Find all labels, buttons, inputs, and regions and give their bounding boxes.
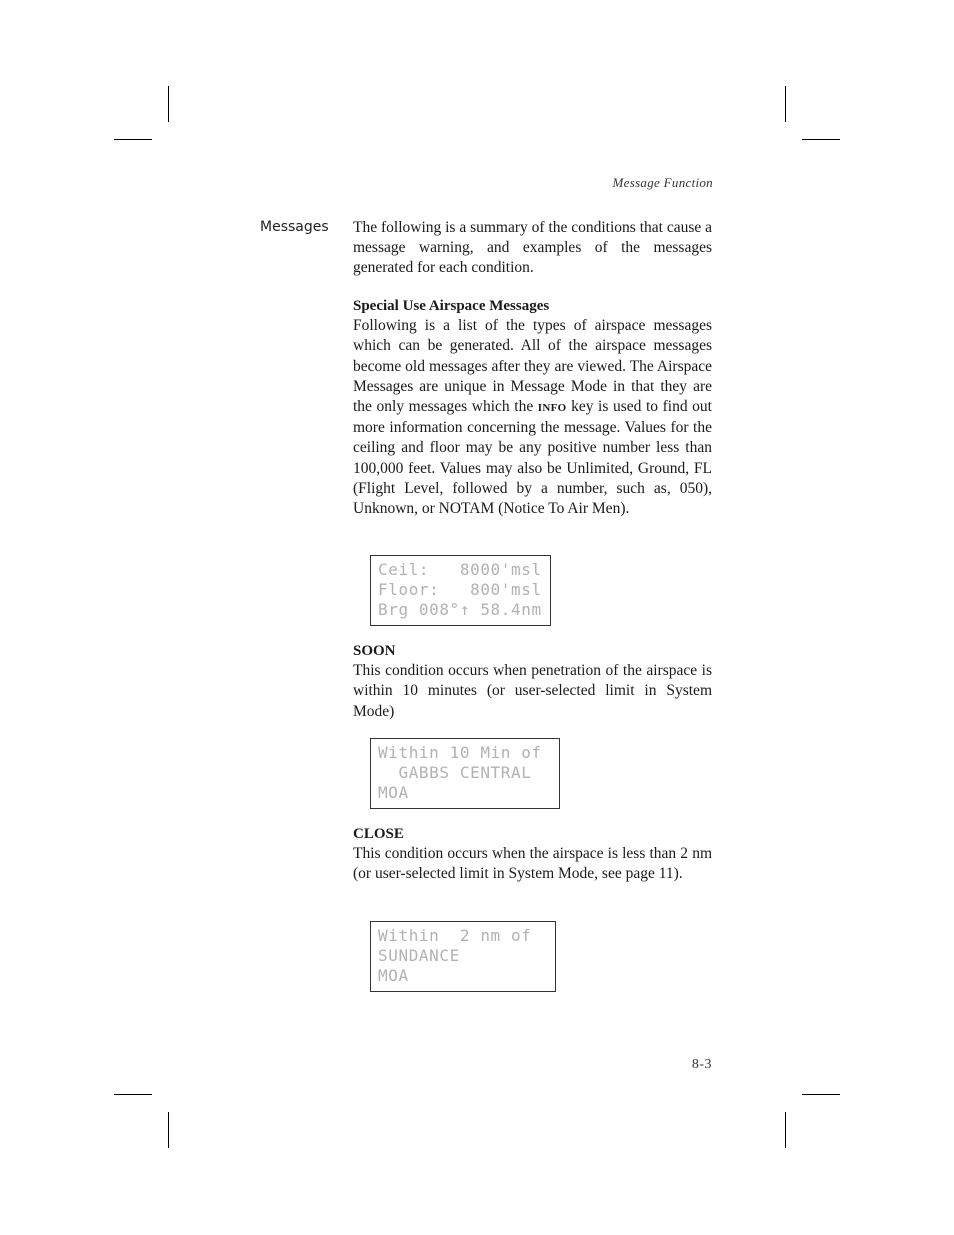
special-use-body-end: key is used to find out more information concerning the message. Values for the ceiling and floor may be any positive number less than 100,000 feet. Values may also be Unlimited, Ground, FL (Flight Level, followed by a number, such as, 050), Unknown, or NOTAM (Notice To Air Men). — [353, 398, 712, 518]
running-head: Message Function — [612, 175, 713, 190]
crop-mark — [168, 86, 169, 122]
crop-mark — [114, 1094, 152, 1095]
crop-mark — [802, 139, 840, 140]
close-body: This condition occurs when the airspace is less than 2 nm (or user-selected limit in System Mode, see page 11). — [353, 845, 712, 883]
display-line: Within 10 Min of — [378, 743, 542, 762]
close-section — [353, 824, 712, 885]
crop-mark — [802, 1094, 840, 1095]
side-heading: Messages — [260, 219, 329, 235]
display-line: GABBS CENTRAL — [378, 763, 532, 782]
close-heading: CLOSE — [353, 826, 404, 842]
display-line: MOA — [378, 966, 409, 985]
info-key-label: INFO — [537, 402, 567, 415]
intro-text: The following is a summary of the conditions that cause a message warning, and examples of the messages generated for each condition. — [353, 219, 712, 277]
special-use-body — [353, 316, 712, 519]
crop-mark — [785, 1112, 786, 1148]
display-line: Floor: 800'msl — [378, 580, 542, 599]
display-line: Brg 008°↑ 58.4nm — [378, 600, 542, 619]
display-line: Ceil: 8000'msl — [378, 560, 542, 579]
soon-heading: SOON — [353, 643, 396, 659]
crop-mark — [785, 86, 786, 122]
airspace-info-display — [370, 555, 551, 626]
display-line: SUNDANCE — [378, 946, 460, 965]
soon-display — [370, 738, 560, 809]
display-line: Within 2 nm of — [378, 926, 532, 945]
special-use-heading: Special Use Airspace Messages — [353, 298, 550, 314]
intro-paragraph — [353, 218, 712, 279]
close-display — [370, 921, 556, 992]
special-use-body-start: Following is a list of the types of airspace messages which can be generated. All of the airspace messages become old messages after they are viewed. The Airspace Messages are unique in Message Mode in that they are the only messages which the — [353, 317, 712, 416]
display-line: MOA — [378, 783, 409, 802]
soon-section — [353, 641, 712, 722]
soon-body: This condition occurs when penetration of the airspace is within 10 minutes (or user-selected limit in System Mode) — [353, 662, 712, 720]
special-use-section — [353, 296, 712, 519]
crop-mark — [168, 1112, 169, 1148]
page-number: 8-3 — [691, 1057, 712, 1072]
crop-mark — [114, 139, 152, 140]
